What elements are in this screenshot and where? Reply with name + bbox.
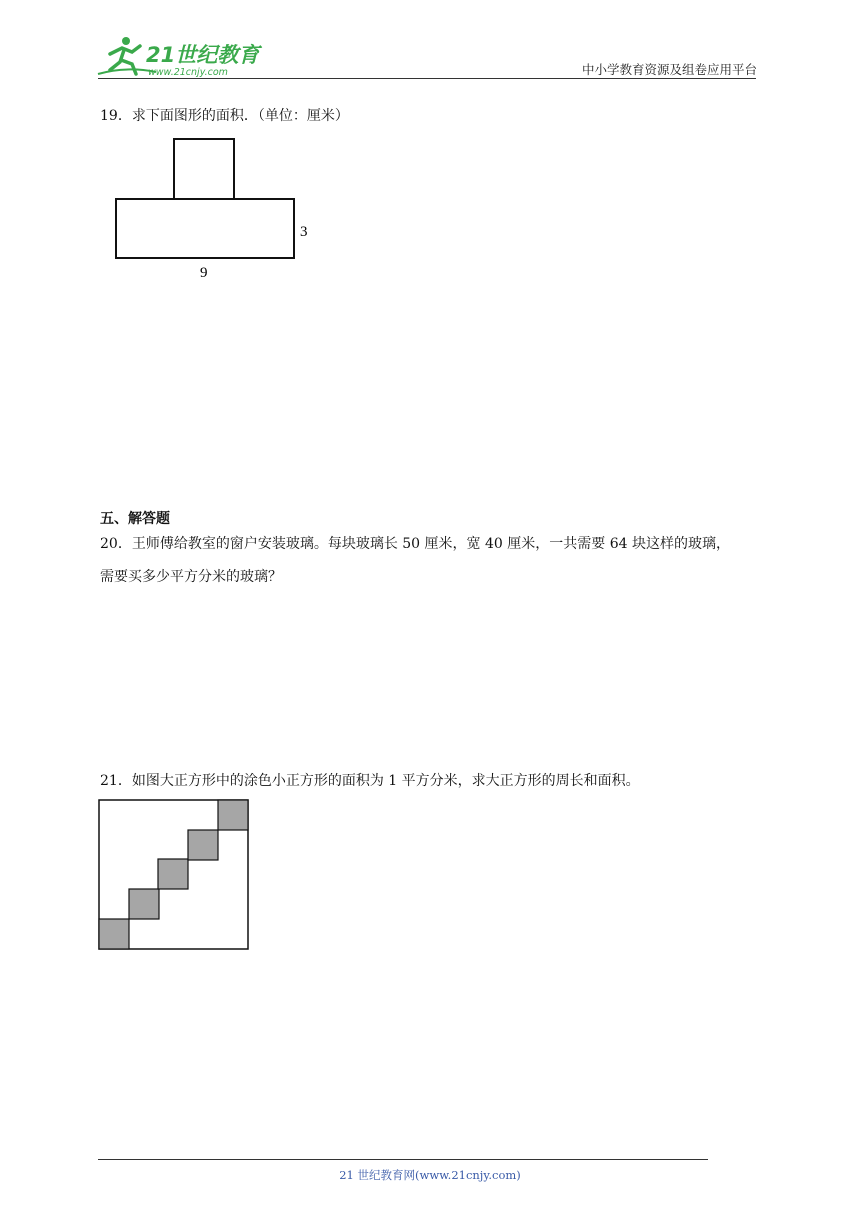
logo	[96, 32, 276, 78]
shaded-square-3	[158, 859, 188, 889]
question-20-line-1: 20．王师傅给教室的窗户安装玻璃。每块玻璃长 50 厘米，宽 40 厘米，一共需要 64 块这样的玻璃，	[100, 536, 730, 552]
small-square	[174, 139, 234, 199]
logo-text: 21世纪教育	[146, 43, 260, 67]
header-divider	[98, 78, 756, 79]
question-20-line-2: 需要买多少平方分米的玻璃？	[100, 569, 282, 585]
question-21-text: 21．如图大正方形中的涂色小正方形的面积为 1 平方分米，求大正方形的周长和面积。	[100, 773, 640, 789]
footer-divider	[98, 1159, 708, 1160]
shaded-square-1	[99, 919, 129, 949]
footer-text: 21 世纪教育网(www.21cnjy.com)	[339, 1168, 521, 1182]
question-19-text: 19．求下面图形的面积．（单位：厘米）	[100, 108, 349, 124]
section-title: 五、解答题	[100, 511, 170, 527]
height-label: 3	[300, 224, 308, 240]
shaded-square-2	[129, 889, 159, 919]
shaded-square-4	[188, 830, 218, 860]
large-rectangle	[116, 199, 294, 258]
header-platform-text: 中小学教育资源及组卷应用平台	[581, 62, 757, 77]
logo-url: www.21cnjy.com	[148, 67, 228, 78]
shaded-square-5	[218, 800, 248, 830]
question-19-figure	[110, 134, 320, 284]
question-21-figure	[98, 799, 250, 951]
width-label: 9	[200, 265, 208, 281]
